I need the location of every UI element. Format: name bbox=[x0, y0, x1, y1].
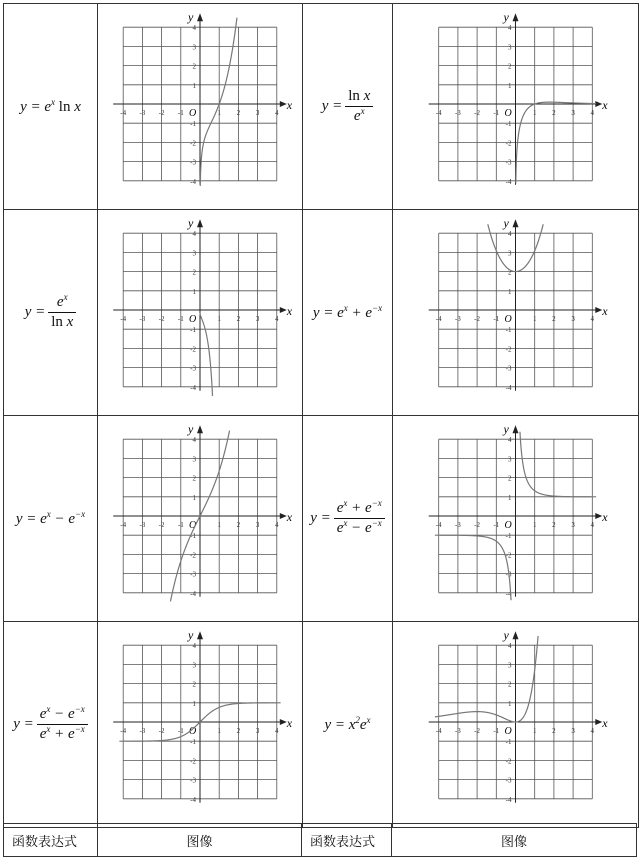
y-axis-label: y bbox=[503, 422, 509, 437]
x-tick-label: -2 bbox=[158, 109, 165, 117]
graph-coth bbox=[393, 416, 638, 616]
x-tick-label: -1 bbox=[177, 727, 184, 735]
x-tick-label: -3 bbox=[139, 109, 146, 117]
y-axis-arrow bbox=[197, 219, 203, 227]
x-tick-label: -3 bbox=[139, 727, 146, 735]
x-axis-label: x bbox=[602, 304, 608, 318]
y-tick-label: -4 bbox=[505, 795, 512, 804]
y-tick-label: -2 bbox=[505, 345, 512, 354]
x-tick-label: -1 bbox=[177, 521, 184, 529]
origin-label: O bbox=[189, 108, 197, 119]
x-axis-label: x bbox=[602, 510, 608, 524]
x-tick-label: 1 bbox=[217, 727, 221, 735]
x-tick-label: 2 bbox=[552, 521, 556, 529]
origin-label: O bbox=[189, 314, 197, 325]
x-tick-label: -2 bbox=[158, 727, 165, 735]
x-axis-arrow bbox=[280, 513, 287, 519]
x-tick-label: -1 bbox=[177, 109, 184, 117]
x-axis-arrow bbox=[280, 307, 287, 313]
y-axis-label: y bbox=[188, 10, 194, 25]
x-tick-label: -2 bbox=[474, 727, 481, 735]
x-tick-label: 2 bbox=[552, 315, 556, 323]
y-axis-arrow bbox=[513, 425, 519, 433]
x-tick-label: 4 bbox=[275, 109, 279, 117]
y-tick-label: 3 bbox=[508, 249, 512, 258]
x-tick-label: -3 bbox=[139, 521, 146, 529]
x-tick-label: -1 bbox=[493, 315, 500, 323]
y-tick-label: -2 bbox=[505, 139, 512, 148]
function-curve bbox=[435, 535, 511, 600]
origin-label: O bbox=[189, 520, 197, 531]
formula-ex-plus-emx: $y = e^x + e^{-x}$ bbox=[312, 302, 383, 321]
y-tick-label: 3 bbox=[508, 661, 512, 670]
x-tick-label: 1 bbox=[532, 315, 537, 323]
x-tick-label: -3 bbox=[139, 315, 146, 323]
y-axis-arrow bbox=[513, 631, 519, 639]
x-axis-label: x bbox=[286, 716, 293, 730]
table-row bbox=[4, 416, 639, 622]
x-tick-label: 2 bbox=[552, 727, 556, 735]
x-tick-label: -4 bbox=[120, 727, 127, 735]
x-tick-label: -1 bbox=[493, 727, 500, 735]
origin-label: O bbox=[504, 520, 512, 531]
function-curve bbox=[200, 18, 237, 186]
y-tick-label: 2 bbox=[508, 474, 512, 483]
y-axis-label: y bbox=[188, 422, 194, 437]
x-tick-label: 3 bbox=[255, 109, 260, 117]
x-axis-label: x bbox=[602, 716, 608, 730]
x-axis-arrow bbox=[595, 719, 602, 725]
x-tick-label: -4 bbox=[435, 315, 442, 323]
formula-cell bbox=[4, 210, 98, 416]
y-tick-label: 1 bbox=[508, 81, 512, 90]
formula-x2ex: $y = x^2e^x$ bbox=[324, 714, 371, 733]
x-axis-label: x bbox=[286, 510, 293, 524]
y-tick-label: -3 bbox=[190, 158, 196, 167]
y-tick-label: -3 bbox=[505, 570, 512, 579]
x-axis-label: x bbox=[286, 304, 293, 318]
formula-cell bbox=[303, 622, 393, 828]
x-tick-label: 1 bbox=[532, 109, 537, 117]
graph-lnx-over-ex bbox=[393, 4, 638, 204]
formula-cell bbox=[303, 4, 393, 210]
x-axis-label: x bbox=[602, 98, 608, 112]
x-tick-label: -3 bbox=[454, 727, 461, 735]
x-tick-label: 4 bbox=[590, 727, 595, 735]
x-tick-label: -2 bbox=[158, 521, 165, 529]
x-tick-label: 1 bbox=[217, 315, 221, 323]
x-tick-label: -4 bbox=[435, 727, 442, 735]
x-tick-label: 4 bbox=[275, 315, 279, 323]
function-curve bbox=[520, 432, 596, 497]
y-tick-label: 1 bbox=[508, 493, 512, 502]
formula-coth: y = $\frac{e^x + e^{-x}}{e^x - e^{-x}}$ bbox=[310, 510, 385, 526]
header-graph: 图像 bbox=[98, 824, 302, 857]
x-tick-label: 4 bbox=[275, 521, 279, 529]
y-tick-label: 4 bbox=[508, 436, 512, 445]
graph-exlnx bbox=[98, 4, 302, 204]
y-tick-label: -4 bbox=[190, 589, 196, 598]
y-tick-label: -3 bbox=[505, 158, 512, 167]
x-tick-label: 3 bbox=[571, 315, 575, 323]
formula-lnx-over-ex: y = $\frac{\text{ln x}}{e^x}$ bbox=[322, 98, 374, 114]
y-tick-label: 1 bbox=[192, 699, 196, 708]
y-tick-label: 4 bbox=[192, 230, 196, 239]
graph-x2ex bbox=[393, 622, 638, 822]
y-tick-label: -4 bbox=[505, 589, 512, 598]
formula-cell bbox=[4, 416, 98, 622]
y-tick-label: -3 bbox=[190, 776, 196, 785]
x-tick-label: 4 bbox=[590, 521, 595, 529]
origin-label: O bbox=[189, 726, 197, 737]
formula-cell bbox=[4, 4, 98, 210]
y-tick-label: 2 bbox=[192, 268, 196, 277]
y-tick-label: -4 bbox=[190, 177, 196, 186]
graph-tanh bbox=[98, 622, 302, 822]
table-row bbox=[4, 824, 637, 857]
y-tick-label: 2 bbox=[508, 680, 512, 689]
y-tick-label: 2 bbox=[192, 62, 196, 71]
y-tick-label: 3 bbox=[192, 43, 196, 52]
y-tick-label: -1 bbox=[190, 326, 196, 335]
x-tick-label: 2 bbox=[552, 109, 556, 117]
y-axis-arrow bbox=[513, 13, 519, 21]
graph-ex-plus-emx bbox=[393, 210, 638, 410]
y-axis-label: y bbox=[503, 10, 509, 25]
x-tick-label: -4 bbox=[120, 521, 127, 529]
y-tick-label: 3 bbox=[508, 43, 512, 52]
x-tick-label: 1 bbox=[532, 521, 537, 529]
y-tick-label: 2 bbox=[192, 474, 196, 483]
function-curve bbox=[200, 313, 212, 396]
y-tick-label: -3 bbox=[505, 364, 512, 373]
formula-cell bbox=[303, 210, 393, 416]
y-tick-label: -2 bbox=[190, 551, 196, 560]
x-tick-label: 4 bbox=[590, 109, 595, 117]
origin-label: O bbox=[504, 108, 512, 119]
origin-label: O bbox=[504, 314, 512, 325]
y-tick-label: 4 bbox=[192, 642, 196, 651]
y-tick-label: -2 bbox=[505, 757, 512, 766]
x-tick-label: 4 bbox=[590, 315, 595, 323]
x-tick-label: 4 bbox=[275, 727, 279, 735]
y-tick-label: 1 bbox=[192, 493, 196, 502]
y-tick-label: 2 bbox=[508, 62, 512, 71]
x-axis-arrow bbox=[595, 307, 602, 313]
y-axis-label: y bbox=[188, 216, 194, 231]
x-tick-label: 3 bbox=[255, 315, 260, 323]
header-graph: 图像 bbox=[392, 824, 637, 857]
y-tick-label: -1 bbox=[505, 326, 512, 335]
y-tick-label: 1 bbox=[508, 287, 512, 296]
y-tick-label: 1 bbox=[508, 699, 512, 708]
y-tick-label: -1 bbox=[505, 120, 512, 129]
y-axis-label: y bbox=[188, 628, 194, 643]
header-formula: 函数表达式 bbox=[4, 824, 98, 857]
x-tick-label: 3 bbox=[255, 521, 260, 529]
x-tick-label: -2 bbox=[474, 315, 481, 323]
graph-cell bbox=[393, 622, 639, 828]
y-tick-label: -1 bbox=[505, 738, 512, 747]
x-tick-label: 2 bbox=[236, 315, 241, 323]
table-row bbox=[4, 210, 639, 416]
x-tick-label: 2 bbox=[236, 109, 241, 117]
x-tick-label: 3 bbox=[571, 521, 575, 529]
x-tick-label: -3 bbox=[454, 521, 461, 529]
y-tick-label: -1 bbox=[190, 738, 196, 747]
y-tick-label: 3 bbox=[192, 249, 196, 258]
y-axis-arrow bbox=[513, 219, 519, 227]
function-curve bbox=[435, 636, 538, 722]
y-axis-arrow bbox=[197, 13, 203, 21]
graph-cell bbox=[98, 416, 303, 622]
formula-ex-minus-emx: $y = e^x - e^{-x}$ bbox=[15, 508, 86, 527]
formula-ex-over-lnx: y = $\frac{e^x}{\text{ln x}}$ bbox=[25, 304, 77, 320]
y-tick-label: 1 bbox=[192, 81, 196, 90]
y-tick-label: -1 bbox=[505, 532, 512, 541]
y-tick-label: 2 bbox=[508, 268, 512, 277]
origin-label: O bbox=[504, 726, 512, 737]
x-tick-label: 2 bbox=[236, 521, 241, 529]
header-formula: 函数表达式 bbox=[302, 824, 392, 857]
function-table bbox=[3, 3, 639, 828]
x-tick-label: -3 bbox=[454, 315, 461, 323]
y-tick-label: 3 bbox=[192, 661, 196, 670]
y-tick-label: -3 bbox=[190, 364, 196, 373]
table-row bbox=[4, 4, 639, 210]
y-axis-label: y bbox=[503, 628, 509, 643]
graph-cell bbox=[98, 622, 303, 828]
y-tick-label: -2 bbox=[190, 139, 196, 148]
x-tick-label: -4 bbox=[435, 109, 442, 117]
y-tick-label: -4 bbox=[190, 795, 196, 804]
x-axis-arrow bbox=[595, 101, 602, 107]
x-axis-arrow bbox=[595, 513, 602, 519]
graph-cell bbox=[98, 210, 303, 416]
y-tick-label: 3 bbox=[192, 455, 196, 464]
y-axis-label: y bbox=[503, 216, 509, 231]
graph-cell bbox=[393, 4, 639, 210]
y-tick-label: 4 bbox=[508, 642, 512, 651]
x-tick-label: 2 bbox=[236, 727, 241, 735]
formula-cell bbox=[4, 622, 98, 828]
y-tick-label: 1 bbox=[192, 287, 196, 296]
x-tick-label: -1 bbox=[177, 315, 184, 323]
graph-ex-minus-emx bbox=[98, 416, 302, 616]
x-tick-label: 3 bbox=[571, 109, 575, 117]
y-tick-label: -2 bbox=[505, 551, 512, 560]
graph-cell bbox=[393, 416, 639, 622]
x-axis-arrow bbox=[280, 101, 287, 107]
x-axis-arrow bbox=[280, 719, 287, 725]
y-axis-arrow bbox=[197, 631, 203, 639]
x-axis-label: x bbox=[286, 98, 293, 112]
y-tick-label: -2 bbox=[190, 345, 196, 354]
y-tick-label: 4 bbox=[192, 436, 196, 445]
y-tick-label: -3 bbox=[505, 776, 512, 785]
x-tick-label: -1 bbox=[493, 521, 500, 529]
graph-cell bbox=[393, 210, 639, 416]
x-tick-label: -1 bbox=[493, 109, 500, 117]
x-tick-label: -4 bbox=[120, 315, 127, 323]
y-tick-label: -4 bbox=[505, 177, 512, 186]
footer-table bbox=[3, 823, 637, 857]
table-row bbox=[4, 622, 639, 828]
y-axis-arrow bbox=[197, 425, 203, 433]
graph-ex-over-lnx bbox=[98, 210, 302, 410]
x-tick-label: 3 bbox=[571, 727, 575, 735]
x-tick-label: -2 bbox=[474, 521, 481, 529]
x-tick-label: 1 bbox=[532, 727, 537, 735]
graph-cell bbox=[98, 4, 303, 210]
x-tick-label: -3 bbox=[454, 109, 461, 117]
y-tick-label: 3 bbox=[508, 455, 512, 464]
formula-exlnx: $y = e^x$ ln x bbox=[20, 96, 81, 115]
x-tick-label: -4 bbox=[120, 109, 127, 117]
formula-tanh: y = $\frac{e^x - e^{-x}}{e^x + e^{-x}}$ bbox=[13, 716, 88, 732]
y-tick-label: -1 bbox=[190, 120, 196, 129]
y-tick-label: -4 bbox=[190, 383, 196, 392]
x-tick-label: -4 bbox=[435, 521, 442, 529]
y-tick-label: -1 bbox=[190, 532, 196, 541]
y-tick-label: 4 bbox=[192, 24, 196, 33]
y-tick-label: -3 bbox=[190, 570, 196, 579]
formula-cell bbox=[303, 416, 393, 622]
x-tick-label: 1 bbox=[217, 521, 221, 529]
y-tick-label: -4 bbox=[505, 383, 512, 392]
x-tick-label: -2 bbox=[474, 109, 481, 117]
x-tick-label: 1 bbox=[217, 109, 221, 117]
y-tick-label: 4 bbox=[508, 230, 512, 239]
y-tick-label: -2 bbox=[190, 757, 196, 766]
y-tick-label: 4 bbox=[508, 24, 512, 33]
x-tick-label: 3 bbox=[255, 727, 260, 735]
x-tick-label: -2 bbox=[158, 315, 165, 323]
y-tick-label: 2 bbox=[192, 680, 196, 689]
